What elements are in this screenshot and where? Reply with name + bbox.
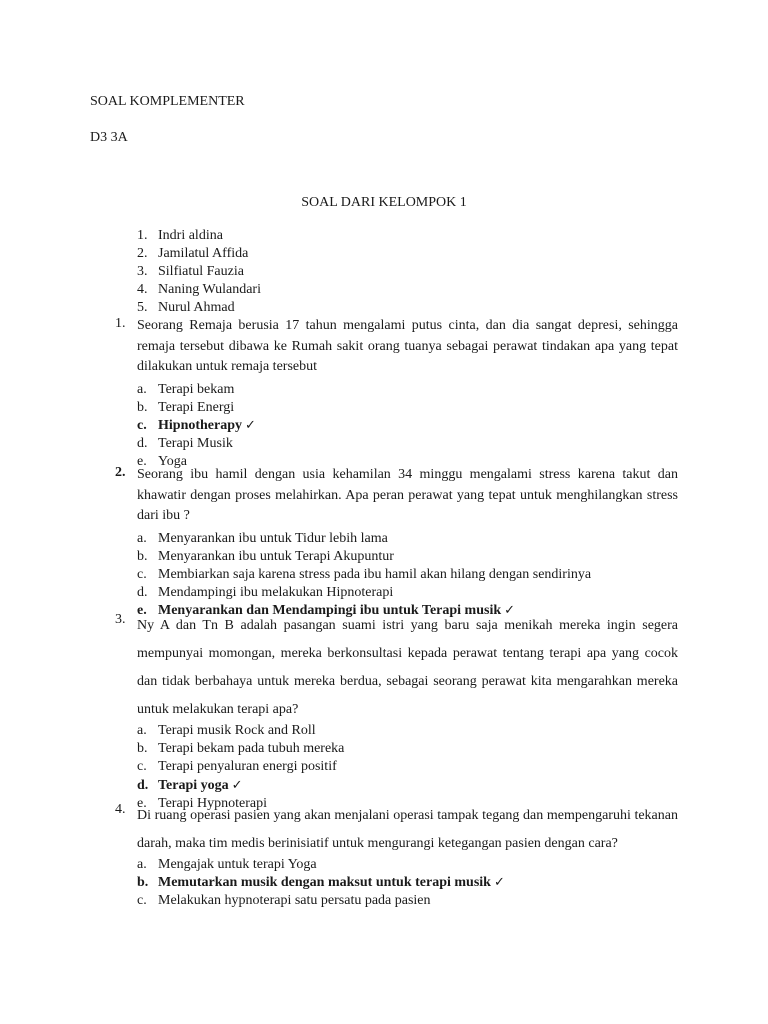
member-name: Indri aldina bbox=[158, 228, 223, 243]
option-a bbox=[137, 530, 678, 548]
section-title: SOAL DARI KELOMPOK 1 bbox=[301, 195, 467, 210]
list-number: 1. bbox=[137, 228, 148, 243]
question-number: 2. bbox=[115, 465, 126, 480]
option-letter: e. bbox=[137, 454, 147, 470]
option-c-answer bbox=[137, 417, 678, 435]
option-c bbox=[137, 892, 678, 910]
option-c bbox=[137, 566, 678, 584]
option-letter: b. bbox=[137, 875, 149, 891]
member-name: Nurul Ahmad bbox=[158, 299, 235, 315]
option-c bbox=[137, 758, 678, 776]
checkmark-icon: ✓ bbox=[504, 603, 516, 619]
list-item bbox=[137, 299, 261, 317]
option-letter: d. bbox=[137, 777, 149, 793]
option-letter: d. bbox=[137, 585, 148, 601]
list-item bbox=[137, 281, 261, 299]
list-number: 4. bbox=[137, 281, 148, 297]
option-letter: c. bbox=[137, 566, 147, 582]
question-text: Seorang ibu hamil dengan usia kehamilan 34 minggu mengalami stress karena takut dan khawatir dengan proses melahirkan. Apa peran perawat yang tepat untuk menghilangkan stress dari ibu ? bbox=[137, 467, 678, 523]
option-b bbox=[137, 399, 678, 417]
list-item bbox=[137, 227, 261, 245]
option-letter: c. bbox=[137, 893, 147, 909]
question-number: 1. bbox=[115, 316, 126, 331]
question-2 bbox=[115, 465, 678, 620]
option-a bbox=[137, 722, 678, 740]
option-letter: c. bbox=[137, 417, 147, 433]
option-letter: a. bbox=[137, 381, 147, 397]
option-text: Menyarankan dan Mendampingi ibu untuk Terapi musik bbox=[158, 603, 502, 619]
list-number: 2. bbox=[137, 245, 148, 261]
option-text: Terapi Musik bbox=[158, 436, 233, 452]
option-text: Mendampingi ibu melakukan Hipnoterapi bbox=[158, 585, 394, 601]
option-list bbox=[137, 856, 678, 911]
option-letter: c. bbox=[137, 759, 147, 775]
doc-header-title: SOAL KOMPLEMENTER bbox=[90, 94, 245, 109]
option-a bbox=[137, 856, 678, 874]
member-name: Silfiatul Fauzia bbox=[158, 263, 244, 279]
option-d bbox=[137, 435, 678, 453]
question-number: 4. bbox=[115, 802, 126, 817]
doc-header-class: D3 3A bbox=[90, 130, 128, 145]
member-name: Naning Wulandari bbox=[158, 281, 261, 297]
option-text: Membiarkan saja karena stress pada ibu hamil akan hilang dengan sendirinya bbox=[158, 566, 592, 582]
option-text: Terapi musik Rock and Roll bbox=[158, 723, 316, 738]
option-d bbox=[137, 584, 678, 602]
question-3 bbox=[115, 612, 678, 813]
option-text: Menyarankan ibu untuk Terapi Akupuntur bbox=[158, 548, 394, 564]
list-number: 5. bbox=[137, 299, 148, 315]
option-letter: a. bbox=[137, 723, 147, 738]
option-text: Terapi penyaluran energi positif bbox=[158, 759, 337, 775]
option-text: Terapi Hypnoterapi bbox=[158, 795, 268, 811]
option-text: Terapi bekam pada tubuh mereka bbox=[158, 741, 345, 757]
option-letter: d. bbox=[137, 436, 148, 452]
option-list bbox=[137, 381, 678, 472]
option-a bbox=[137, 381, 678, 399]
option-letter: a. bbox=[137, 857, 147, 872]
option-letter: e. bbox=[137, 795, 147, 811]
option-text: Hipnotherapy bbox=[158, 417, 243, 433]
option-list bbox=[137, 530, 678, 621]
question-4 bbox=[115, 802, 678, 911]
option-text: Terapi Energi bbox=[158, 399, 235, 415]
option-letter: a. bbox=[137, 530, 147, 546]
question-number: 3. bbox=[115, 612, 126, 627]
member-list bbox=[137, 227, 261, 316]
option-letter: b. bbox=[137, 741, 148, 757]
option-letter: b. bbox=[137, 548, 148, 564]
option-list bbox=[137, 722, 678, 813]
option-letter: e. bbox=[137, 603, 147, 619]
list-number: 3. bbox=[137, 263, 148, 279]
option-text: Memutarkan musik dengan maksut untuk terapi musik bbox=[158, 875, 491, 891]
list-item bbox=[137, 263, 261, 281]
option-b-answer bbox=[137, 874, 678, 892]
list-item bbox=[137, 245, 261, 263]
option-b bbox=[137, 548, 678, 566]
option-text: Yoga bbox=[158, 454, 187, 470]
question-text: Seorang Remaja berusia 17 tahun mengalami putus cinta, dan dia sangat depresi, sehingga remaja tersebut dibawa ke Rumah sakit orang tuanya sebagai perawat tindakan apa yang tepat dilakukan untuk remaja tersebut bbox=[137, 318, 678, 374]
checkmark-icon: ✓ bbox=[245, 417, 256, 433]
question-text: Di ruang operasi pasien yang akan menjalani operasi tampak tegang dan mempengaruhi tekanan darah, maka tim medis berinisiatif untuk mengurangi ketegangan pasien dengan cara? bbox=[137, 808, 678, 851]
member-name: Jamilatul Affida bbox=[158, 245, 249, 261]
option-text: Melakukan hypnoterapi satu persatu pada pasien bbox=[158, 893, 431, 909]
checkmark-icon: ✓ bbox=[493, 875, 505, 891]
option-text: Mengajak untuk terapi Yoga bbox=[158, 857, 317, 872]
option-text: Terapi yoga bbox=[158, 777, 229, 793]
question-text: Ny A dan Tn B adalah pasangan suami istri yang baru saja menikah mereka ingin segera mempunyai momongan, mereka berkonsultasi kepada perawat tentang terapi apa yang cocok dan tidak berbahaya untuk mereka berdua, sebagai seorang perawat kita mengarahkan mereka untuk melakukan terapi apa? bbox=[137, 618, 678, 717]
option-text: Menyarankan ibu untuk Tidur lebih lama bbox=[158, 530, 388, 546]
option-b bbox=[137, 740, 678, 758]
option-text: Terapi bekam bbox=[158, 381, 235, 397]
option-letter: b. bbox=[137, 399, 148, 415]
question-1 bbox=[115, 316, 678, 471]
option-d-answer bbox=[137, 777, 678, 795]
checkmark-icon: ✓ bbox=[231, 777, 243, 793]
